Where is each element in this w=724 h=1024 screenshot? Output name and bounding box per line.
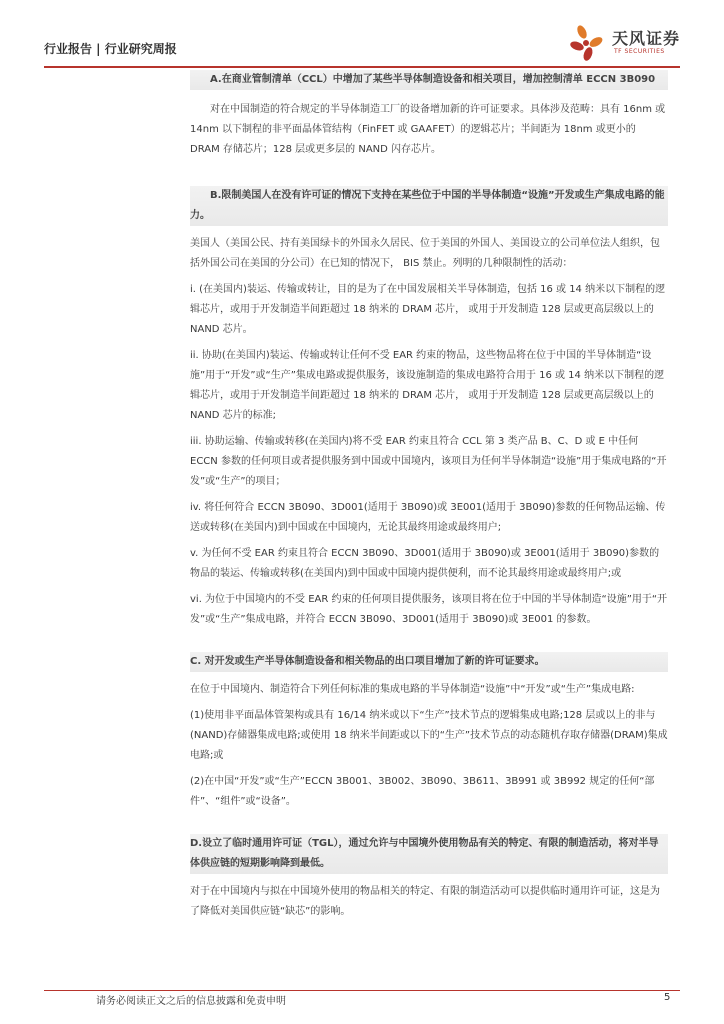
section-c-item-2: (2)在中国“开发”或“生产”ECCN 3B001、3B002、3B090、3B611、3B991 或 3B992 规定的任何“部件”、“组件”或“设备”。 [190,776,655,807]
section-b-item-6: vi. 为位于中国境内的不受 EAR 约束的任何项目提供服务，该项目将在位于中国的半导体制造“设施”用于“开发”或“生产”集成电路，并符合 ECCN 3B090、3D001(适用于 3B090)或 3E001 的参数。 [190,594,668,625]
section-c-intro: 在位于中国境内、制造符合下列任何标准的集成电路的半导体制造“设施”中“开发”或“生产”集成电路: [190,684,635,695]
section-b-item-4: iv. 将任何符合 ECCN 3B090、3D001(适用于 3B090)或 3E001(适用于 3B090)参数的任何物品运输、传送或转移(在美国内)到中国或在中国境内，无论其最终用途或最终用户; [190,502,666,533]
section-d-body: 对于在中国境内与拟在中国境外使用的物品相关的特定、有限的制造活动可以提供临时通用许可证，这是为了降低对美国供应链“缺芯”的影响。 [190,886,660,917]
section-c-heading: C. 对开发或生产半导体制造设备和相关物品的出口项目增加了新的许可证要求。 [190,652,668,672]
section-b-item-2: ii. 协助(在美国内)装运、传输或转让任何不受 EAR 约束的物品，这些物品将在位于中国的半导体制造“设施”用于“开发”或“生产”集成电路或提供服务，该设施制造的集成电路符合用于 16 或 14 纳米以下制程的逻辑芯片，或用于开发制造半间距超过 18 纳米的 DRAM 芯片， 或用于开发制造 128 层或更高层级以上的 NAND 芯片的标准; [190,350,665,421]
disclaimer-text: 请务必阅读正文之后的信息披露和免责申明 [96,996,286,1007]
section-a-heading: A.在商业管制清单（CCL）中增加了某些半导体制造设备和相关项目，增加控制清单 ECCN 3B090 [190,70,668,90]
section-d-heading: D.设立了临时通用许可证（TGL），通过允许与中国境外使用物品有关的特定、有限的制造活动，将对半导体供应链的短期影响降到最低。 [190,834,668,874]
section-b-item-5: v. 为任何不受 EAR 约束且符合 ECCN 3B090、3D001(适用于 3B090)或 3E001(适用于 3B090)参数的物品的装运、传输或转移(在美国内)到中国或中国境内提供便利，而不论其最终用途或最终用户;或 [190,548,660,579]
report-category: 行业报告 | 行业研究周报 [44,42,177,56]
page-number: 5 [664,992,671,1003]
section-b-item-3: iii. 协助运输、传输或转移(在美国内)将不受 EAR 约束且符合 CCL 第 3 类产品 B、C、D 或 E 中任何 ECCN 参数的任何项目或者提供服务到中国或中国境内，该项目为任何半导体制造“设施”用于集成电路的“开发”或“生产”的项目； [190,436,667,487]
section-b-item-1: i. (在美国内)装运、传输或转让，目的是为了在中国发展相关半导体制造，包括 16 或 14 纳米以下制程的逻辑芯片，或用于开发制造半间距超过 18 纳米的 DRAM 芯片， 或用于开发制造 128 层或更高层级以上的 NAND 芯片。 [190,284,666,335]
logo-mark-icon [568,24,608,64]
section-b-heading: B.限制美国人在没有许可证的情况下支持在某些位于中国的半导体制造“设施”开发或生产集成电路的能力。 [190,186,668,226]
logo-text-cn: 天风证券 [612,29,681,48]
tf-securities-logo [568,24,698,68]
footer-divider [44,990,680,991]
section-a-body: 对在中国制造的符合规定的半导体制造工厂的设备增加新的许可证要求。具体涉及范畴：具有 16nm 或 14nm 以下制程的非平面晶体管结构（FinFET 或 GAAFET）的逻辑芯片；半间距为 18nm 或更小的 DRAM 存储芯片；128 层或更多层的 NAND 闪存芯片。 [190,104,666,155]
section-b-intro: 美国人（美国公民、持有美国绿卡的外国永久居民、位于美国的外国人、美国设立的公司单位法人组织，包括外国公司在美国的分公司）在已知的情况下， BIS 禁止。列明的几种限制性的活动： [190,238,660,269]
logo-text-en: TF SECURITIES [614,48,665,55]
report-body [190,68,668,922]
section-c-item-1: (1)使用非平面晶体管架构或具有 16/14 纳米或以下“生产”技术节点的逻辑集成电路;128 层或以上的非与(NAND)存储器集成电路;或使用 18 纳米半间距或以下的“生产”技术节点的动态随机存取存储器(DRAM)集成电路;或 [190,710,668,761]
